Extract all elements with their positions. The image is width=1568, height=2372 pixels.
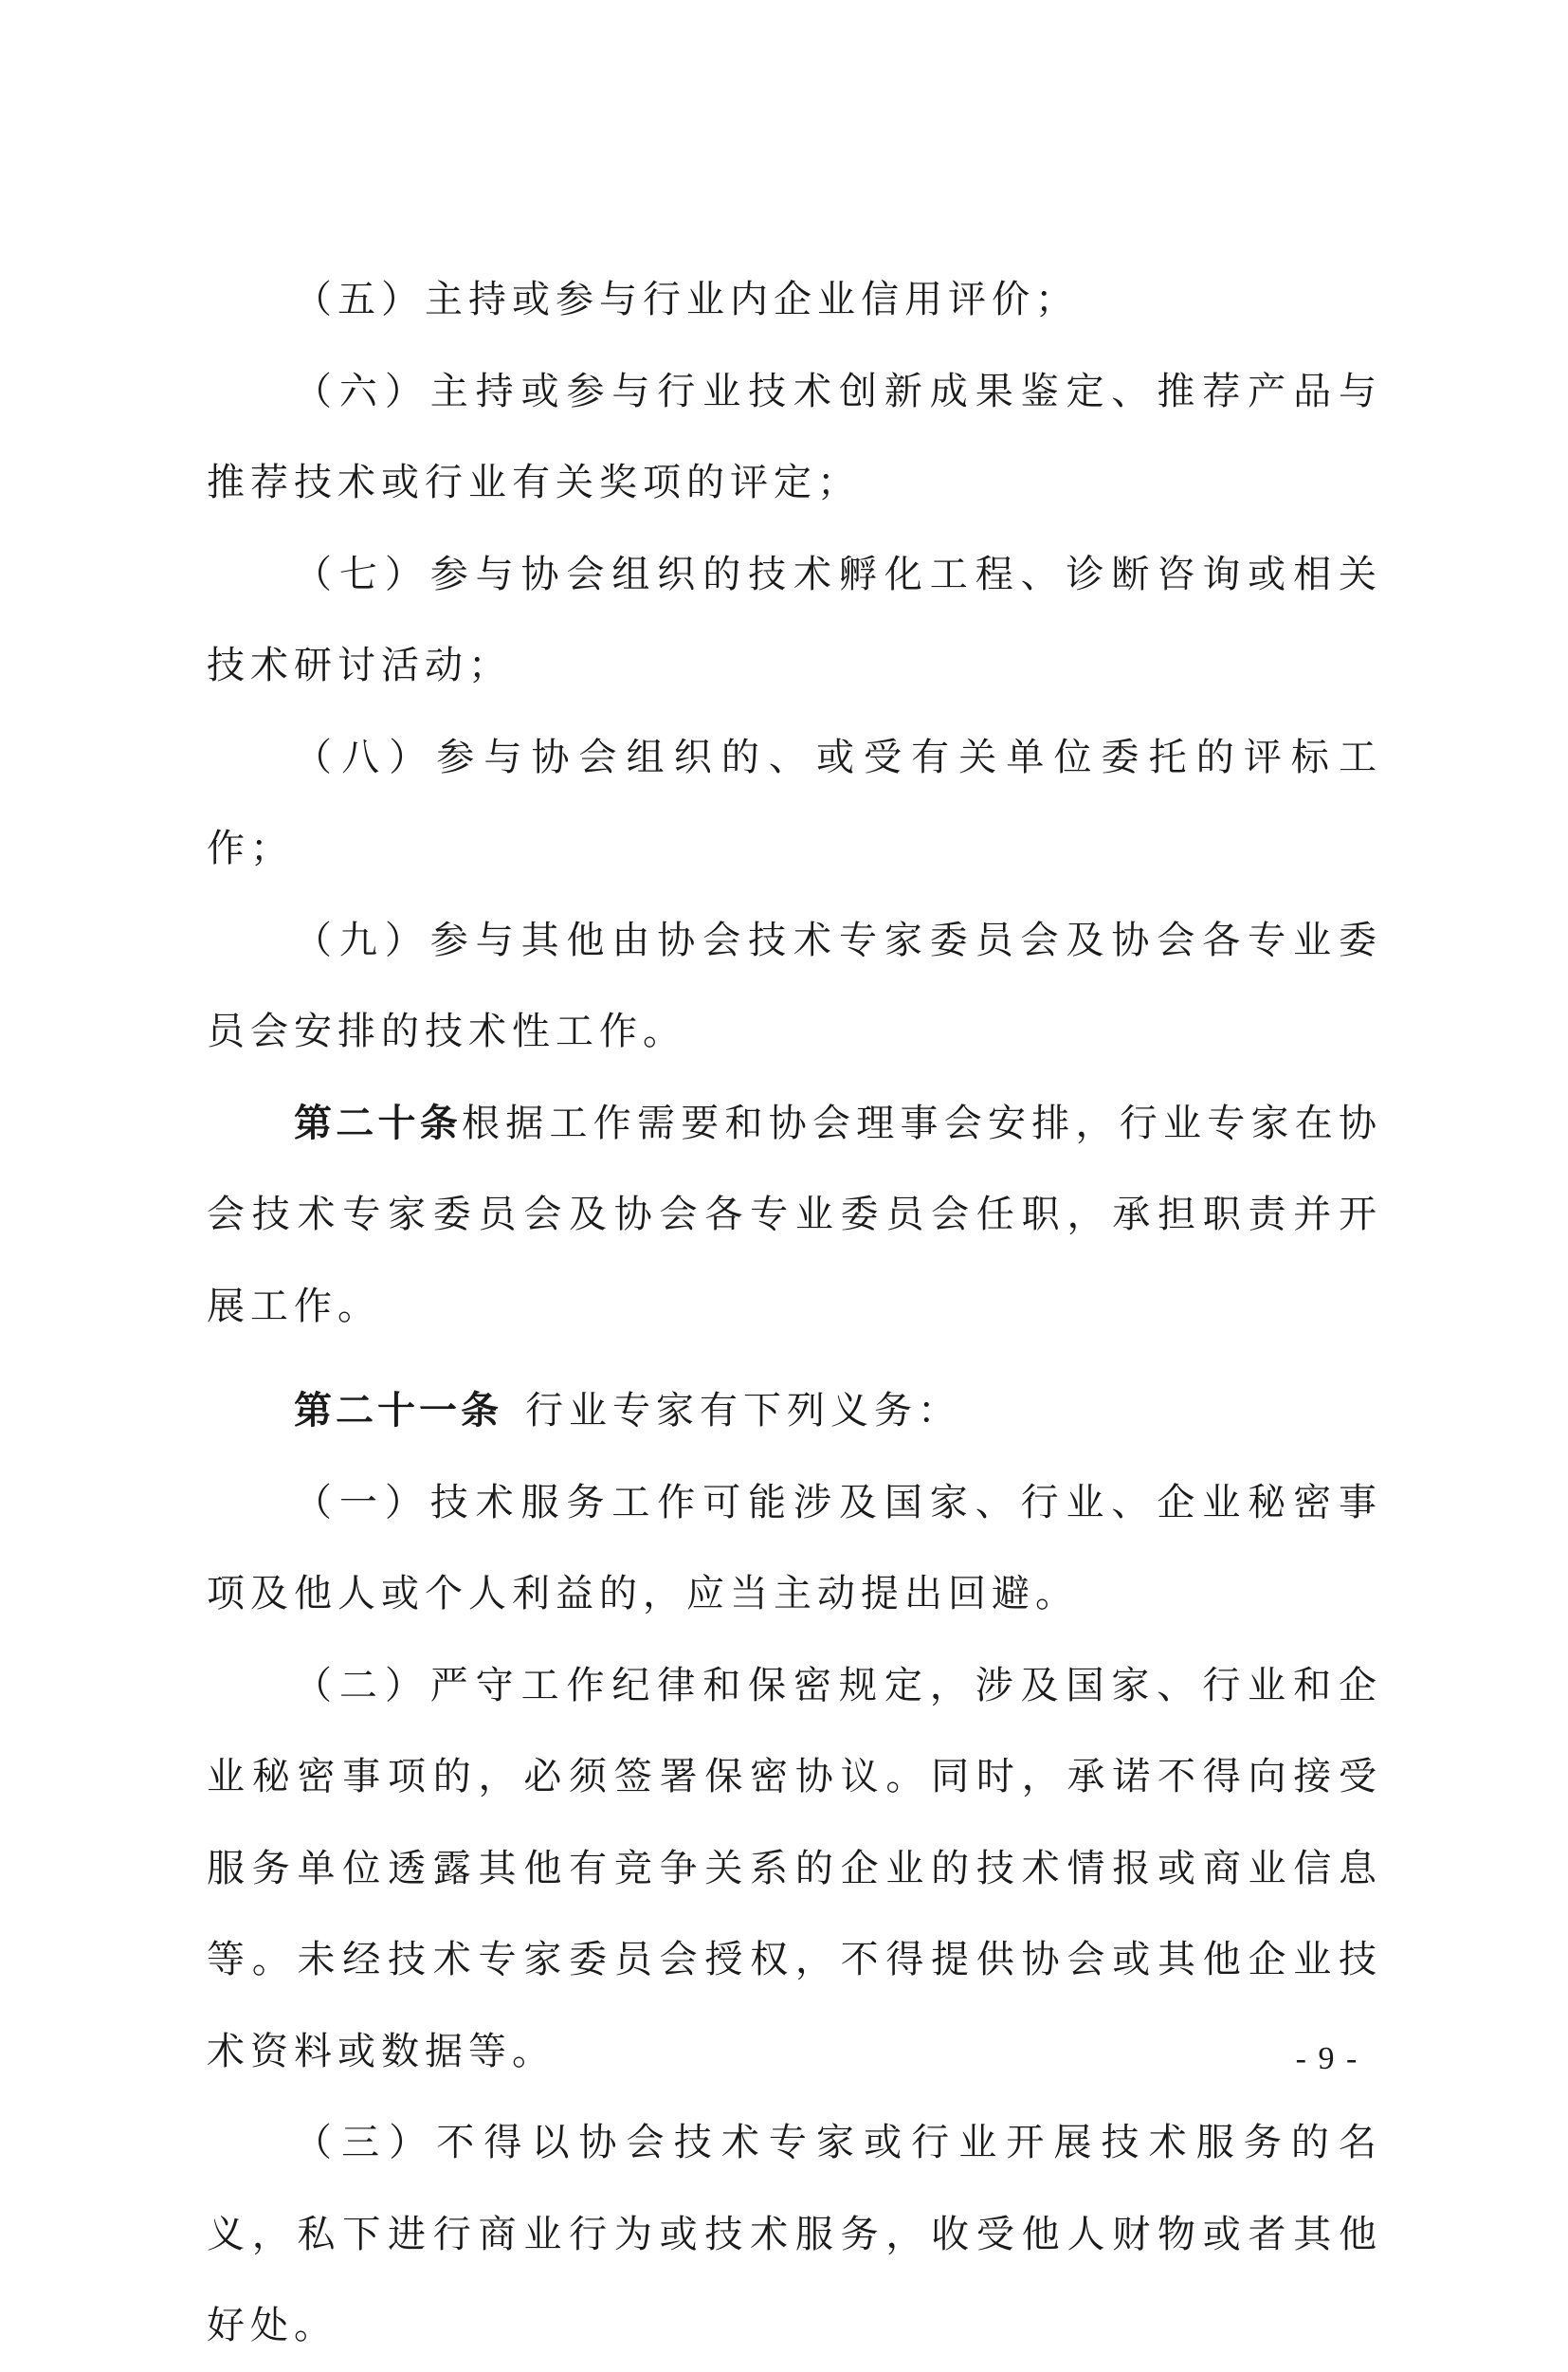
clause-text: （八）参与协会组织的、或受有关单位委托的评标工作； [207,735,1382,870]
page-number: - 9 - [1295,2041,1359,2076]
clause-9 [207,895,1382,1078]
clause-text: （七）参与协会组织的技术孵化工程、诊断咨询或相关技术研讨活动； [207,552,1382,687]
clause-text: （九）参与其他由协会技术专家委员会及协会各专业委员会安排的技术性工作。 [207,918,1382,1053]
article-21 [207,1365,1382,1457]
clause-7 [207,529,1382,712]
article-label: 第二十条 [294,1100,462,1145]
clause-text: （二）严守工作纪律和保密规定，涉及国家、行业和企业秘密事项的，必须签署保密协议。同时，承诺不得向接受服务单位透露其他有竞争关系的企业的技术情报或商业信息等。未经技术专家委员会授权，不得提供协会或其他企业技术资料或数据等。 [207,1663,1382,2073]
clause-5 [207,254,1382,346]
article-20 [207,1078,1382,1353]
article-text: 根据工作需要和协会理事会安排，行业专家在协会技术专家委员会及协会各专业委员会任职，承担职责并开展工作。 [207,1101,1382,1328]
clause-text: （一）技术服务工作可能涉及国家、行业、企业秘密事项及他人或个人利益的，应当主动提出回避。 [207,1480,1382,1615]
article-label: 第二十一条 [294,1388,502,1432]
clause-text: （五）主持或参与行业内企业信用评价； [294,278,1079,321]
clause-text: （三）不得以协会技术专家或行业开展技术服务的名义，私下进行商业行为或技术服务，收受他人财物或者其他好处。 [207,2121,1382,2347]
duty-1 [207,1457,1382,1640]
duty-3 [207,2097,1382,2372]
clause-6 [207,346,1382,529]
clause-8 [207,712,1382,895]
clause-text: （六）主持或参与行业技术创新成果鉴定、推荐产品与推荐技术或行业有关奖项的评定； [207,369,1382,504]
duty-2 [207,1640,1382,2098]
article-text: 行业专家有下列义务： [525,1389,961,1432]
document-body [207,254,1382,2372]
